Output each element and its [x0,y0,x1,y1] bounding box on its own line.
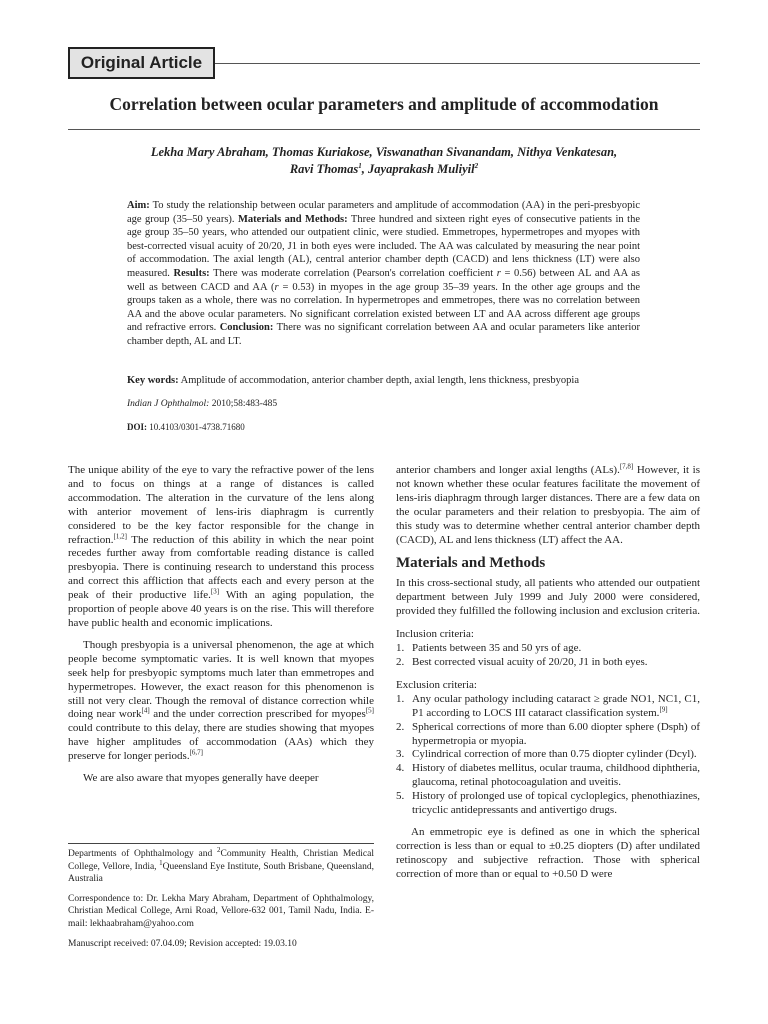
inclusion-criteria-label: Inclusion criteria: [396,628,474,641]
footnote-text: Queensland Eye Institute, South Brisbane, Queensland, Australia [68,861,374,885]
reference-marker[interactable]: [7,8] [619,462,634,471]
list-number: 2. [396,720,405,733]
list-item [396,693,700,721]
body-text: The unique ability of the eye to vary the refractive power of the lens and to focus on things at a range of distances is called accommodation. The alteration in the curvature of the lens along with anterior movement of lens-iris diaphragm is currently considered to be the key factor responsible for the change in refraction. [68,464,374,546]
doi-label: DOI: [127,422,147,432]
list-item [396,790,700,818]
footnotes [68,845,374,957]
exclusion-criteria-list [396,693,700,818]
author-names-line-1: Lekha Mary Abraham, Thomas Kuriakose, Viswanathan Sivanandam, Nithya Venkatesan, [150,145,618,159]
keywords-text: Amplitude of accommodation, anterior chamber depth, axial length, lens thickness, presbyopia [178,375,579,386]
abstract-aim-text: To study the relationship between ocular parameters and amplitude of accommodation (AA) in the peri-presbyopic age group (35–50 years). [127,200,640,225]
abstract-r-symbol: r [496,267,501,279]
abstract-conclusion-label: Conclusion: [219,322,274,334]
body-column-left [68,464,374,786]
list-number: 5. [396,790,405,803]
list-item-text: Patients between 35 and 50 yrs of age. [412,642,582,655]
affiliations [68,845,374,886]
body-text: and the under correction prescribed for myopes [149,708,366,721]
abstract-aim-label: Aim: [127,200,150,211]
reference-marker[interactable]: [1,2] [113,531,127,540]
manuscript-dates: Manuscript received: 07.04.09; Revision accepted: 19.03.10 [68,938,297,949]
list-item-text: Spherical corrections of more than 6.00 diopter sphere (Dsph) of hypermetropia or myopia. [412,720,700,747]
list-item [396,721,700,749]
affiliation-marker: 1 [159,858,163,867]
body-column-right [396,464,700,882]
list-item-text: Cylindrical correction of more than 0.75 diopter cylinder (Dcyl). [412,748,697,761]
list-number: 2. [396,655,405,668]
author-name: Ravi Thomas [289,161,359,176]
article-title: Correlation between ocular parameters and amplitude of accommodation [109,94,659,114]
list-item-text: History of diabetes mellitus, ocular trauma, childhood diphtheria, glaucoma, retinal photocoagulation and uveitis. [412,762,700,789]
section-heading: Materials and Methods [396,555,546,572]
reference-marker[interactable]: [4] [141,706,150,715]
footnote-text: Departments of Ophthalmology and [68,849,218,859]
affiliation-marker: 2 [217,845,221,854]
body-paragraph: An emmetropic eye is defined as one in which the spherical correction is less than or equal to ±0.25 diopters (D) after undilated retinoscopy and subjective refraction. Those with spherical correction of more than or equal to +0.50 D were [396,825,700,880]
abstract-methods-label: Materials and Methods: [238,213,348,225]
header-divider [215,63,700,64]
list-number: 3. [396,748,405,761]
author-list [68,144,700,177]
body-paragraph [396,464,700,547]
footnote-text: Community Health, Christian Medical College, Vellore, India, [68,849,374,872]
reference-marker[interactable]: [9] [659,705,668,714]
footnote-divider [68,843,374,844]
exclusion-criteria-label: Exclusion criteria: [396,678,477,691]
body-text: could contribute to this delay, there are studies showing that myopes have higher amplitudes of accommodation (AAs) which they preserve for longer periods. [68,722,374,763]
list-item [396,762,700,790]
author-name: , Jayaprakash Muliyil [361,161,475,176]
abstract-results-text: = 0.56) between AL and AA as well as between CACD and AA ( [127,267,641,293]
list-item [396,748,700,762]
body-text: With an aging population, the proportion of people above 40 years is on the rise. This will therefore have public health and economic implications. [68,589,374,629]
abstract-methods-text: Three hundred and sixteen right eyes of consecutive patients in the age group 35–50 years, who attended our outpatient clinic, were studied. Emmetropes, hypermetropes and myopes with best-corrected visual acuity of 20/20, J1 in both eyes were included. The AA was calculated by measuring the near point of accommodation. The axial length (AL), central anterior chamber depth (CACD) and lens thickness (LT) were also measured. [127,213,640,279]
list-number: 1. [396,692,405,705]
journal-citation [127,398,640,411]
correspondence: Correspondence to: Dr. Lekha Mary Abraham, Department of Ophthalmology, Christian Medical College, Arni Road, Vellore-632 001, Tamil Nadu, India. E-mail: lekhaabraham@yahoo.com [68,893,374,929]
body-paragraph [68,464,374,631]
doi-link[interactable]: 10.4103/0301-4738.71680 [147,422,245,432]
list-item-text: History of prolonged use of topical cycloplegics, phenothiazines, tricyclic antidepressants and antivertigo drugs. [412,790,700,817]
body-paragraph: We are also aware that myopes generally have deeper [83,772,319,785]
doi-line [127,421,640,434]
reference-marker[interactable]: [3] [210,587,220,596]
list-item-text: Any ocular pathology including cataract ≥ grade NO1, NC1, C1, P1 according to LOCS III cataract classification system. [412,692,700,719]
abstract-conclusion-text: There was no significant correlation between AA and ocular parameters like anterior chamber depth, AL and LT. [127,322,640,347]
body-paragraph: In this cross-sectional study, all patients who attended our outpatient department between July 1999 and July 2000 were considered, provided they fulfilled the following inclusion and exclusion criteria. [396,577,700,618]
article-type-badge: Original Article [68,47,215,79]
list-item-text: Best corrected visual acuity of 20/20, J1 in both eyes. [412,655,648,668]
body-text: anterior chambers and longer axial lengths (ALs). [396,464,620,476]
keywords-label: Key words: [127,375,179,386]
body-text: However, it is not known whether these ocular features facilitate the movement of lens-iris diaphragm through larger distances. There are a few data on the ocular parameters and their relation to presbyopia. The aim of this study was to determine whether central anterior chamber depth (CACD), AL and lens thickness (LT) affect the AA. [396,464,701,546]
list-number: 1. [396,642,405,655]
list-item [396,656,700,670]
inclusion-criteria-list [396,642,700,670]
affiliation-marker: 2 [474,161,479,170]
abstract-results-text: = 0.53) in myopes in the age group 35–39 years. In the other age groups and the groups taken as a whole, there was no correlation. In hypermetropes and emmetropes, there was no correlation between AA and the above ocular parameters. No significant correlation existed between LT and AA across different age groups and refractive errors. [127,281,640,334]
abstract-results-text: There was moderate correlation (Pearson's correlation coefficient [209,267,497,279]
journal-name: Indian J Ophthalmol: [127,399,210,409]
list-item [396,642,700,656]
list-number: 4. [396,762,405,775]
title-divider [68,129,700,130]
reference-marker[interactable]: [6,7] [189,748,203,757]
affiliation-marker: 1 [358,161,362,170]
abstract-r-symbol: r [274,281,279,293]
abstract [127,199,640,349]
reference-marker[interactable]: [5] [365,706,375,715]
abstract-results-label: Results: [173,267,210,279]
body-paragraph [68,639,374,764]
body-text: The reduction of this ability in which the near point recedes further away from comfortable reading distance is called presbyopia. There is continuing research to understand this process and correct this affliction that affects each and every person at the peak of their productive life. [68,533,374,602]
body-text: Though presbyopia is a universal phenomenon, the age at which people become symptomatic varies. It is well known that myopes seek help for presbyopic symptoms much later than emmetropes and hypermetropes. However, the exact reason for this phenomenon is still not very clear. Though the removal of distance correction while doing near work [68,638,374,721]
citation-details: 2010;58:483-485 [209,399,278,409]
keywords [127,374,640,388]
